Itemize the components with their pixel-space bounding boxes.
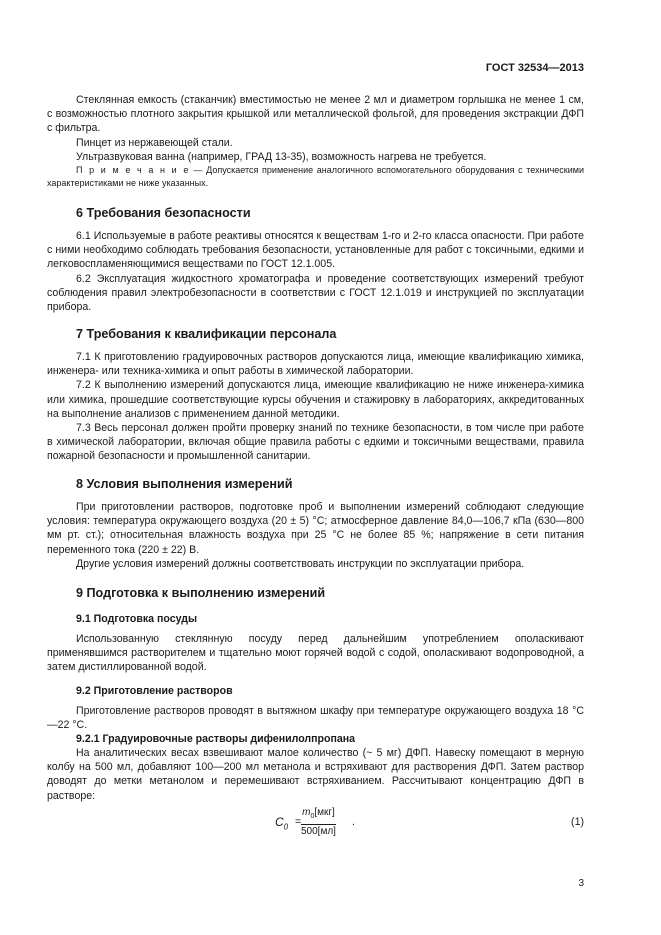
section-6-body (47, 229, 584, 314)
paragraph: 6.1 Используемые в работе реактивы относятся к веществам 1-го и 2-го класса опасности. При работе с ними необходимо соблюдать требования безопасности, установленные для работ с токсичными, едкими и легковоспламеняющимися веществами по ГОСТ 12.1.005. (47, 230, 584, 271)
subsection-9-2 (47, 684, 584, 698)
section-8 (47, 476, 584, 492)
subsection-9-2-1-body (47, 746, 584, 803)
paragraph: Стеклянная емкость (стаканчик) вместимостью не менее 2 мл и диаметром горлышка не менее 1 см, с возможностью плотного закрытия крышкой или металлической фольгой, для проведения экстракции ДФП с фильтра. (47, 94, 584, 135)
paragraph: Ультразвуковая ванна (например, ГРАД 13-35), возможность нагрева не требуется. (76, 150, 487, 163)
standard-designation: ГОСТ 32534—2013 (485, 62, 584, 74)
paragraph: 7.3 Весь персонал должен пройти проверку знаний по технике безопасности, в том числе при работе в химической лаборатории, включая общие правила работы с едкими и токсичными веществами, правила пожарной безопасности и промышленной санитарии. (47, 422, 584, 463)
paragraph: 7.2 К выполнению измерений допускаются лица, имеющие квалификацию не ниже инженера-химика или химика, прошедшие соответствующие курсы обучения и стажировку в лабораториях, аккредитованных на выполнение анализов с применением данной методики. (47, 379, 584, 420)
section-heading: 8 Условия выполнения измерений (76, 477, 293, 491)
subsection-9-1-body (47, 632, 584, 675)
paragraph: На аналитических весах взвешивают малое количество (~ 5 мг) ДФП. Навеску помещают в мерную колбу на 500 мл, добавляют 100—200 мл метанола и встряхивают для растворения ДФП. Затем раствор доводят до метки метанолом и перемешивают встряхиванием. Рассчитывают концентрацию ДФП в растворе: (47, 747, 584, 802)
section-heading: 7 Требования к квалификации персонала (76, 327, 337, 341)
subsection-heading: 9.2.1 Градуировочные растворы дифенилолпропана (76, 733, 356, 745)
paragraph: Другие условия измерений должны соответствовать инструкции по эксплуатации прибора. (76, 557, 525, 570)
note-label: П р и м е ч а н и е (76, 165, 190, 175)
section-heading: 9 Подготовка к выполнению измерений (76, 586, 326, 600)
paragraph: 6.2 Эксплуатация жидкостного хроматографа и проведение соответствующих измерений требуют соблюдения правил электробезопасности в соответствии с ГОСТ 12.1.019 и инструкцией по эксплуатации прибора. (47, 272, 584, 314)
subsection-9-2-1 (47, 732, 584, 746)
paragraph: Использованную стеклянную посуду перед дальнейшим употреблением ополаскивают применявшимся растворителем и тщательно моют горячей водой с содой, ополаскивают водопроводной, а затем дистиллированной водой. (47, 633, 584, 674)
subsection-heading: 9.2 Приготовление растворов (76, 685, 233, 697)
equipment-list (47, 93, 584, 164)
paragraph: Приготовление растворов проводят в вытяжном шкафу при температуре окружающего воздуха 18 °С—22 °С. (47, 705, 584, 732)
formula (275, 807, 375, 837)
subsection-heading: 9.1 Подготовка посуды (76, 613, 198, 625)
paragraph: При приготовлении растворов, подготовке проб и выполнении измерений соблюдают следующие условия: температура окружающего воздуха (20 ± 5) °С; атмосферное давление 84,0—106,7 кПа (630—800 мм рт. ст.); относительная влажность воздуха при 25 °С не более 85 %; напряжение в сети питания переменного тока (220 ± 22) В. (47, 501, 584, 556)
section-heading: 6 Требования безопасности (76, 206, 251, 220)
equation-number: (1) (571, 816, 584, 828)
formula-numerator: $m_0[мкг]$ (301, 807, 336, 825)
note-text: — Допускается применение аналогичного вспомогательного оборудования с техническими характеристиками не ниже указанных. (47, 165, 584, 188)
formula-equals: = (295, 816, 302, 828)
section-8-body (47, 500, 584, 571)
formula-fraction (301, 807, 336, 838)
section-7 (47, 326, 584, 342)
section-9 (47, 585, 584, 601)
paragraph: 7.1 К приготовлению градуировочных растворов допускаются лица, имеющие квалификацию химика, инженера- или техника-химика и опыт работы в химической лаборатории. (47, 351, 584, 378)
section-7-body (47, 350, 584, 464)
paragraph: Пинцет из нержавеющей стали. (76, 136, 233, 149)
formula-lhs: $C_0$ (275, 815, 289, 832)
page-number: 3 (578, 878, 584, 889)
note (47, 164, 584, 190)
subsection-9-2-body (47, 704, 584, 732)
formula-dot: . (352, 816, 355, 828)
subsection-9-1 (47, 612, 584, 626)
section-6 (47, 205, 584, 221)
formula-denominator: 500[мл] (301, 826, 336, 837)
